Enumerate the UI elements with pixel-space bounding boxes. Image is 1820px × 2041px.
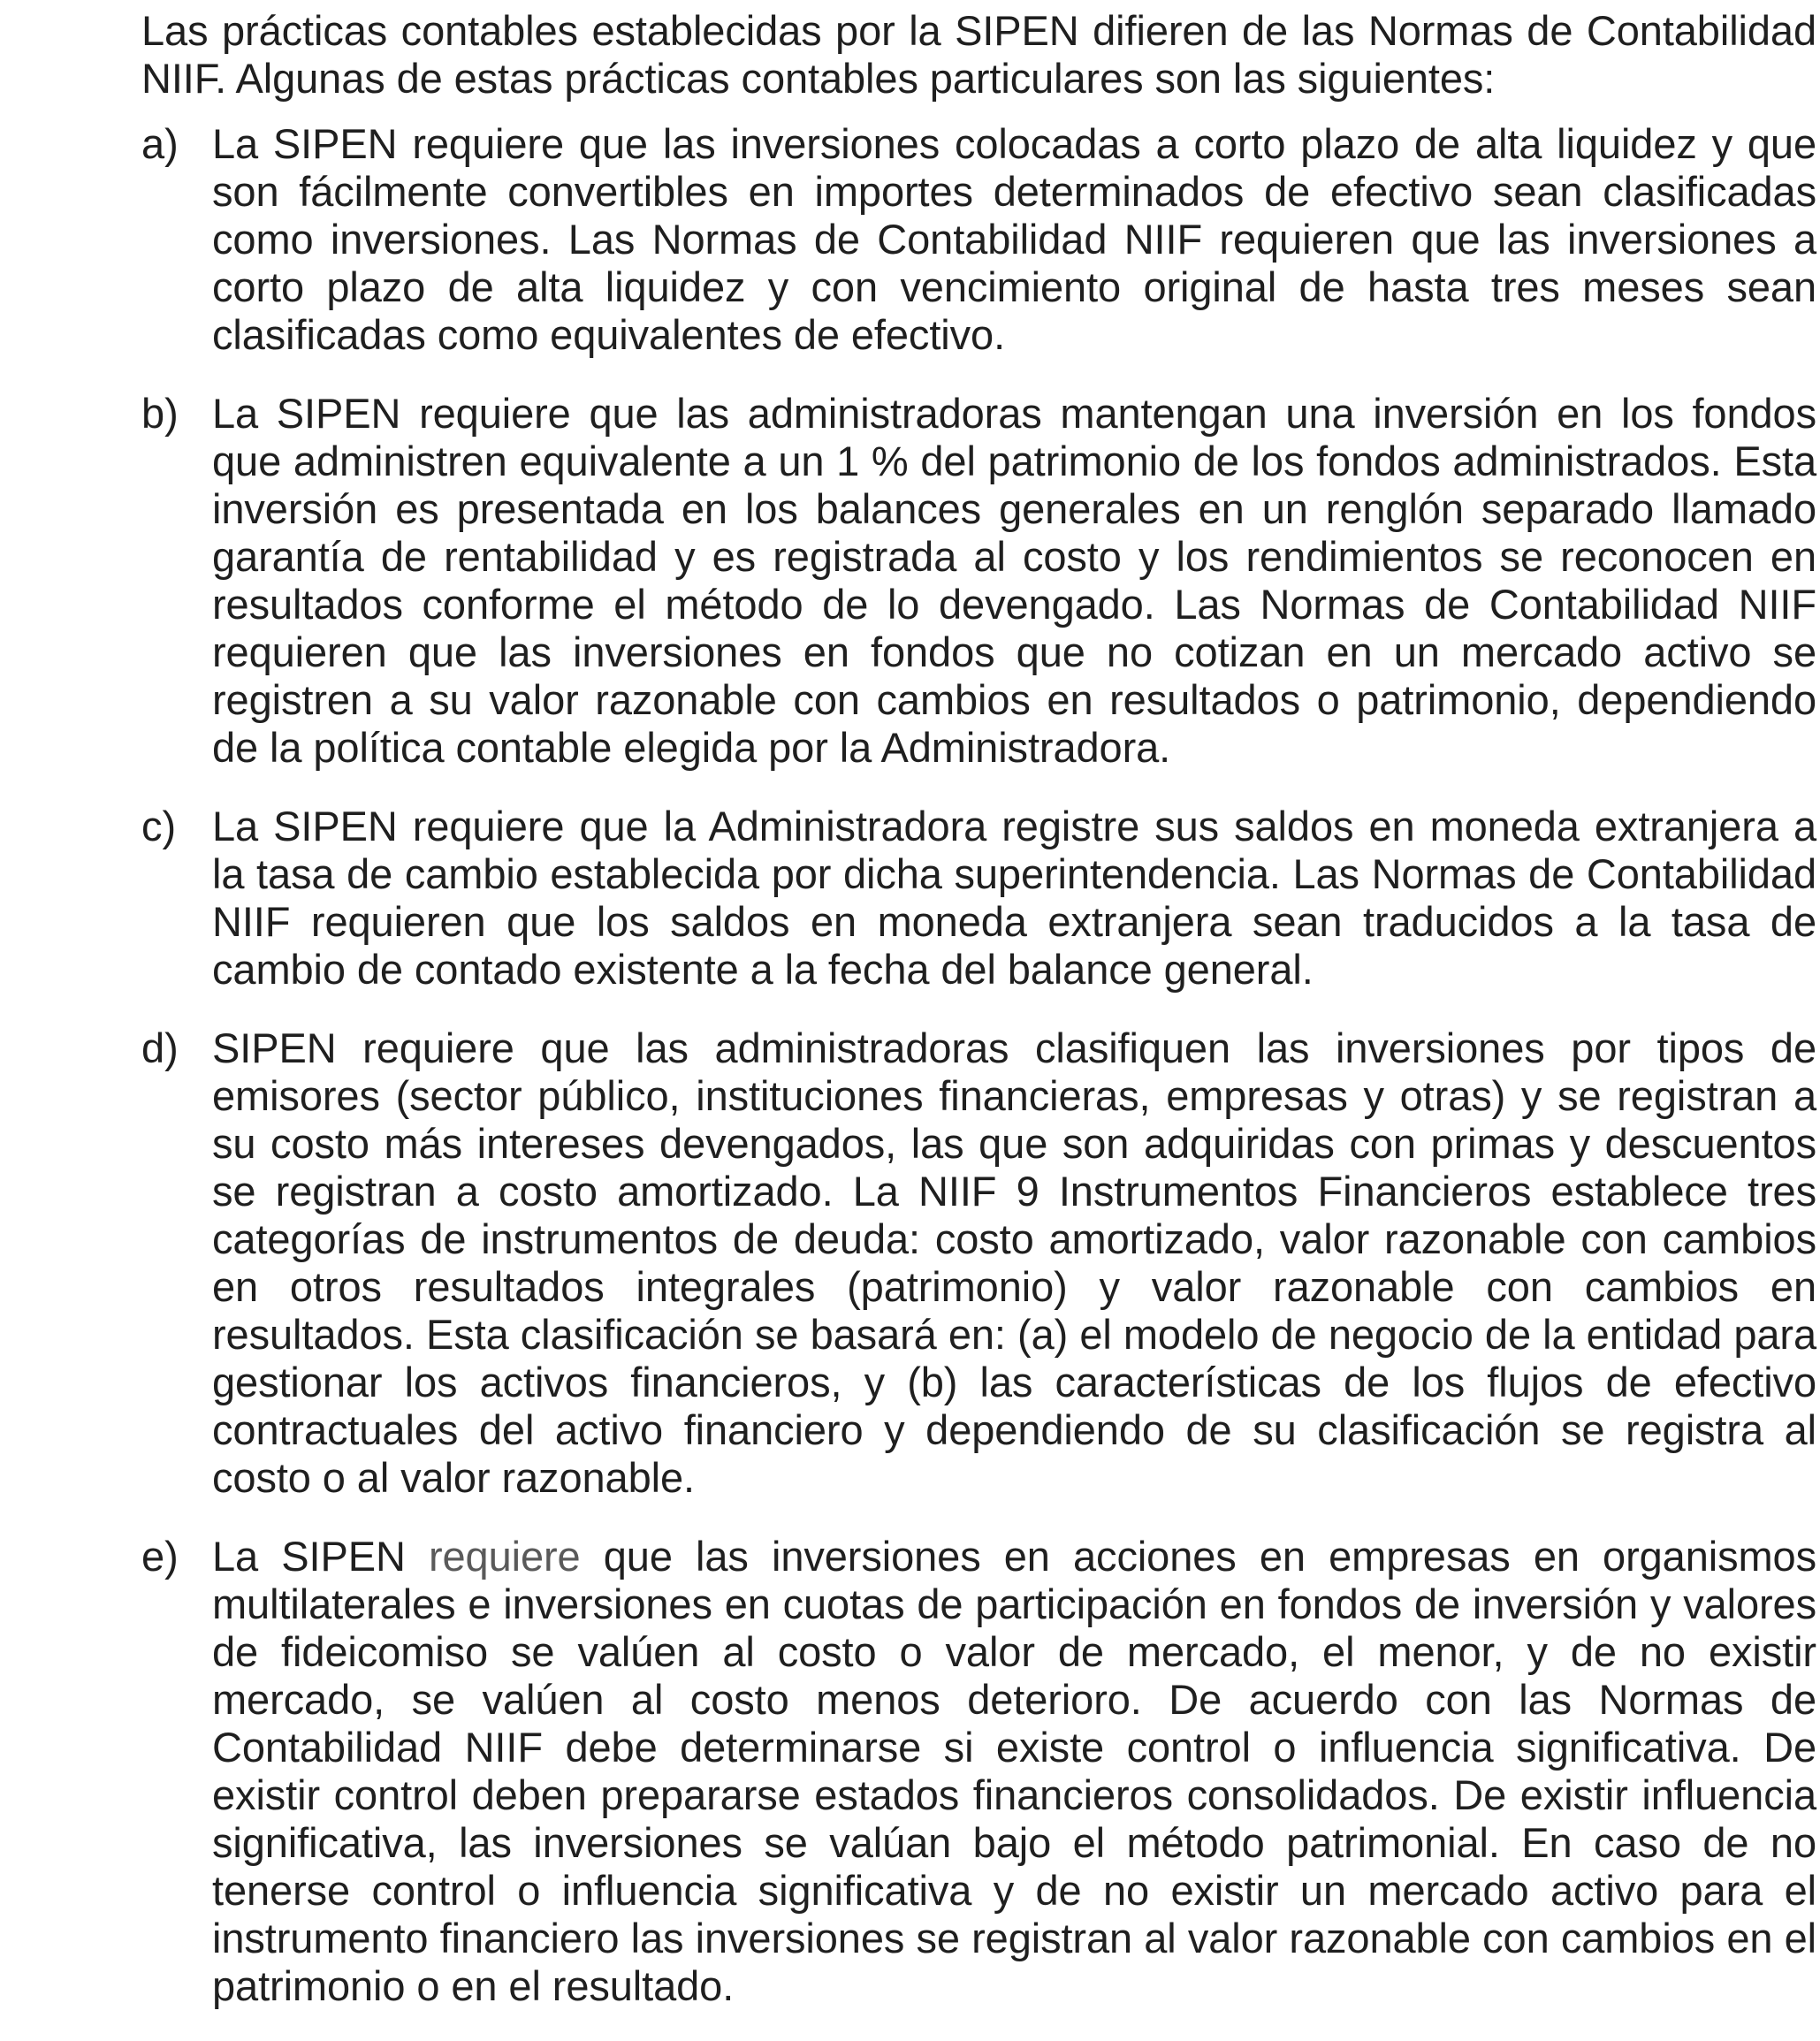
list-item-letter: e) [141, 1533, 179, 1580]
intro-paragraph: Las prácticas contables establecidas por la SIPEN difieren de las Normas de Contabilidad NIIF. Algunas de estas prácticas contables particulares son las siguientes: [141, 7, 1816, 102]
list-item-e [141, 1533, 1816, 2010]
list-item-text-end: que las inversiones en acciones en empresas en organismos multilaterales e inversiones en cuotas de participación en fondos de inversión y valores de fideicomiso se valúen al costo o valor de mercado, el menor, y de no existir mercado, se valúen al costo menos deterioro. De acuerdo con las Normas de Contabilidad NIIF debe determinarse si existe control o influencia significativa. De existir control deben prepararse estados financieros consolidados. De existir influencia significativa, las inversiones se valúan bajo el método patrimonial. En caso de no tenerse control o influencia significativa y de no existir un mercado activo para el instrumento financiero las inversiones se registran al valor razonable con cambios en el patrimonio o en el resultado. [212, 1533, 1816, 2009]
list-item-a [141, 120, 1816, 359]
list-item-letter: c) [141, 803, 177, 849]
highlighted-word: requiere [428, 1533, 581, 1580]
list-item-text: La SIPEN requiere que la Administradora registre sus saldos en moneda extranjera a la tasa de cambio establecida por dicha superintendencia. Las Normas de Contabilidad NIIF requieren que los saldos en moneda extranjera sean traducidos a la tasa de cambio de contado existente a la fecha del balance general. [212, 803, 1816, 993]
list-item-b [141, 390, 1816, 772]
list-item-text [212, 1533, 1816, 2010]
list-item-letter: a) [141, 120, 179, 167]
list-item-d [141, 1024, 1816, 1502]
list-item-letter: d) [141, 1024, 179, 1071]
document-page [141, 7, 1816, 2041]
list-item-text-start: La SIPEN [212, 1533, 429, 1580]
list-item-text: La SIPEN requiere que las inversiones colocadas a corto plazo de alta liquidez y que son fácilmente convertibles en importes determinados de efectivo sean clasificadas como inversiones. Las Normas de Contabilidad NIIF requieren que las inversiones a corto plazo de alta liquidez y con vencimiento original de hasta tres meses sean clasificadas como equivalentes de efectivo. [212, 120, 1816, 358]
list-item-letter: b) [141, 390, 179, 437]
list-item-text: La SIPEN requiere que las administradoras mantengan una inversión en los fondos que administren equivalente a un 1 % del patrimonio de los fondos administrados. Esta inversión es presentada en los balances generales en un renglón separado llamado garantía de rentabilidad y es registrada al costo y los rendimientos se reconocen en resultados conforme el método de lo devengado. Las Normas de Contabilidad NIIF requieren que las inversiones en fondos que no cotizan en un mercado activo se registren a su valor razonable con cambios en resultados o patrimonio, dependiendo de la política contable elegida por la Administradora. [212, 390, 1816, 771]
list-item-c [141, 803, 1816, 994]
list-item-text: SIPEN requiere que las administradoras clasifiquen las inversiones por tipos de emisores (sector público, instituciones financieras, empresas y otras) y se registran a su costo más intereses devengados, las que son adquiridas con primas y descuentos se registran a costo amortizado. La NIIF 9 Instrumentos Financieros establece tres categorías de instrumentos de deuda: costo amortizado, valor razonable con cambios en otros resultados integrales (patrimonio) y valor razonable con cambios en resultados. Esta clasificación se basará en: (a) el modelo de negocio de la entidad para gestionar los activos financieros, y (b) las características de los flujos de efectivo contractuales del activo financiero y dependiendo de su clasificación se registra al costo o al valor razonable. [212, 1024, 1816, 1501]
